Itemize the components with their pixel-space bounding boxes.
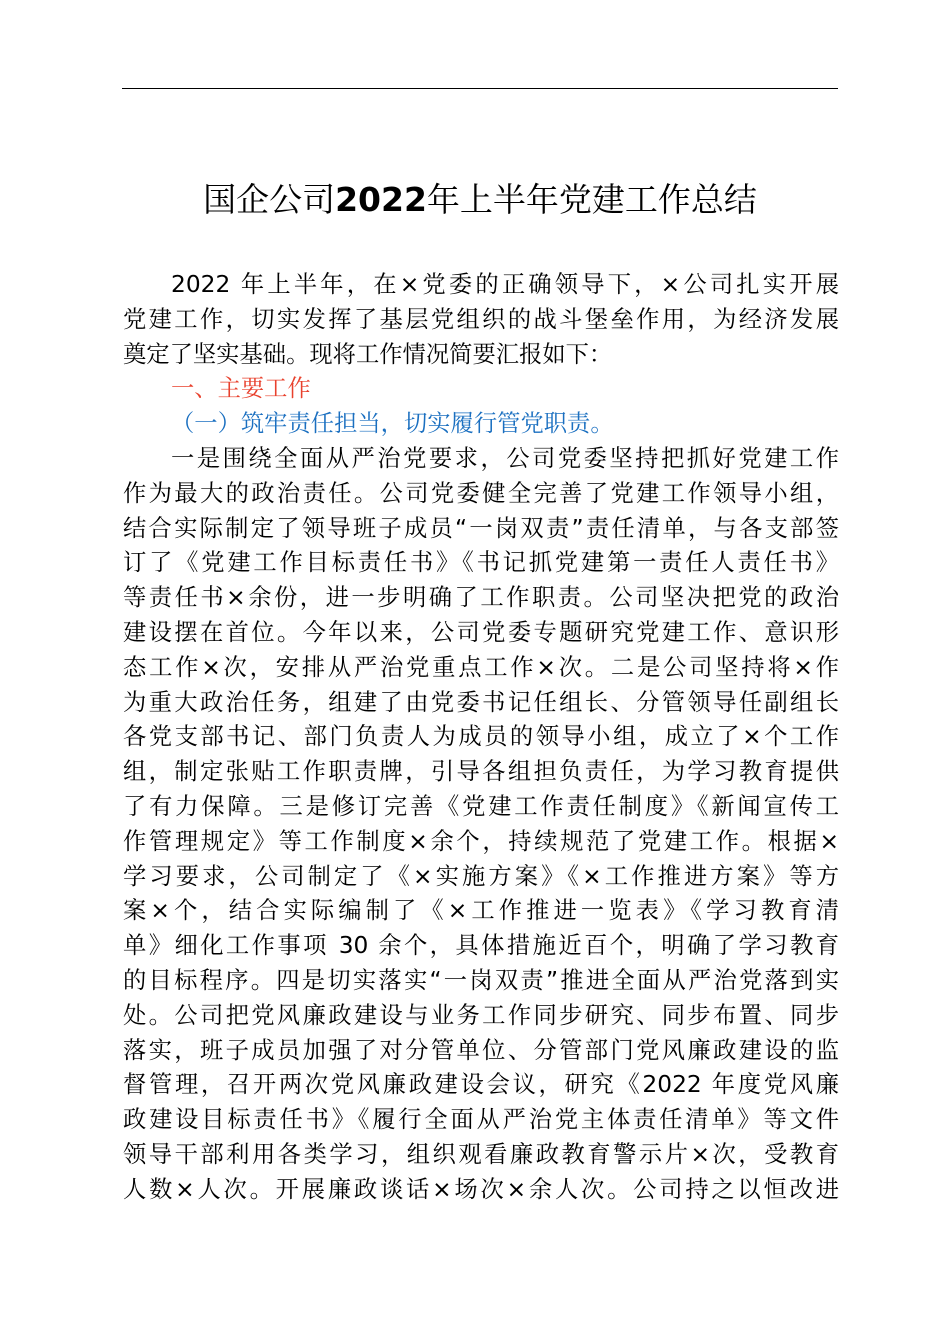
paragraph-line: 学习要求，公司制定了《×实施方案》《×工作推进方案》等方 — [123, 862, 839, 890]
paragraph-line: 一是围绕全面从严治党要求，公司党委坚持把抓好党建工作 — [171, 444, 839, 472]
paragraph-line: 各党支部书记、部门负责人为成员的领导小组，成立了×个工作 — [123, 723, 839, 751]
title-suffix: 年上半年党建工作总结 — [426, 180, 757, 219]
paragraph-line: 奠定了坚实基础。现将工作情况简要汇报如下： — [123, 340, 613, 368]
paragraph-line: 政建设目标责任书》《履行全面从严治党主体责任清单》等文件 — [123, 1106, 839, 1134]
paragraph-line: 处。公司把党风廉政建设与业务工作同步研究、同步布置、同步 — [123, 1001, 839, 1029]
document-title — [122, 172, 838, 228]
subsection-heading: （一）筑牢责任担当，切实履行管党职责。 — [171, 410, 614, 438]
paragraph-line: 态工作×次，安排从严治党重点工作×次。二是公司坚持将×作 — [123, 653, 839, 681]
paragraph-line: 等责任书×余份，进一步明确了工作职责。公司坚决把党的政治 — [123, 584, 839, 612]
paragraph-line: 党建工作，切实发挥了基层党组织的战斗堡垒作用，为经济发展 — [123, 305, 839, 333]
paragraph-line: 领导干部利用各类学习，组织观看廉政教育警示片×次，受教育 — [123, 1140, 839, 1168]
title-year: 2022 — [335, 180, 427, 219]
paragraph-line: 结合实际制定了领导班子成员“一岗双责”责任清单，与各支部签 — [123, 514, 839, 542]
header-rule — [122, 88, 838, 89]
title-prefix: 国企公司 — [203, 180, 336, 219]
document-body — [123, 268, 839, 1208]
paragraph-line: 了有力保障。三是修订完善《党建工作责任制度》《新闻宣传工 — [123, 792, 839, 820]
paragraph-line: 督管理，召开两次党风廉政建设会议，研究《2022 年度党风廉 — [123, 1071, 839, 1099]
paragraph-line: 订了《党建工作目标责任书》《书记抓党建第一责任人责任书》 — [123, 549, 839, 577]
paragraph-line: 为重大政治任务，组建了由党委书记任组长、分管领导任副组长 — [123, 688, 839, 716]
section-heading: 一、主要工作 — [171, 375, 311, 403]
paragraph-line: 组，制定张贴工作职责牌，引导各组担负责任，为学习教育提供 — [123, 758, 839, 786]
paragraph-line: 单》细化工作事项 30 余个，具体措施近百个，明确了学习教育 — [123, 932, 839, 960]
paragraph-line: 的目标程序。四是切实落实“一岗双责”推进全面从严治党落到实 — [123, 966, 839, 994]
paragraph-line: 建设摆在首位。今年以来，公司党委专题研究党建工作、意识形 — [123, 618, 839, 646]
paragraph-line: 2022 年上半年，在×党委的正确领导下，×公司扎实开展 — [171, 271, 839, 298]
paragraph-line: 作为最大的政治责任。公司党委健全完善了党建工作领导小组， — [123, 479, 839, 507]
paragraph-line: 作管理规定》等工作制度×余个，持续规范了党建工作。根据× — [123, 827, 839, 855]
paragraph-line: 案×个，结合实际编制了《×工作推进一览表》《学习教育清 — [123, 897, 839, 925]
paragraph-line: 落实，班子成员加强了对分管单位、分管部门党风廉政建设的监 — [123, 1036, 839, 1064]
paragraph-line: 人数×人次。开展廉政谈话×场次×余人次。公司持之以恒改进 — [123, 1175, 839, 1203]
